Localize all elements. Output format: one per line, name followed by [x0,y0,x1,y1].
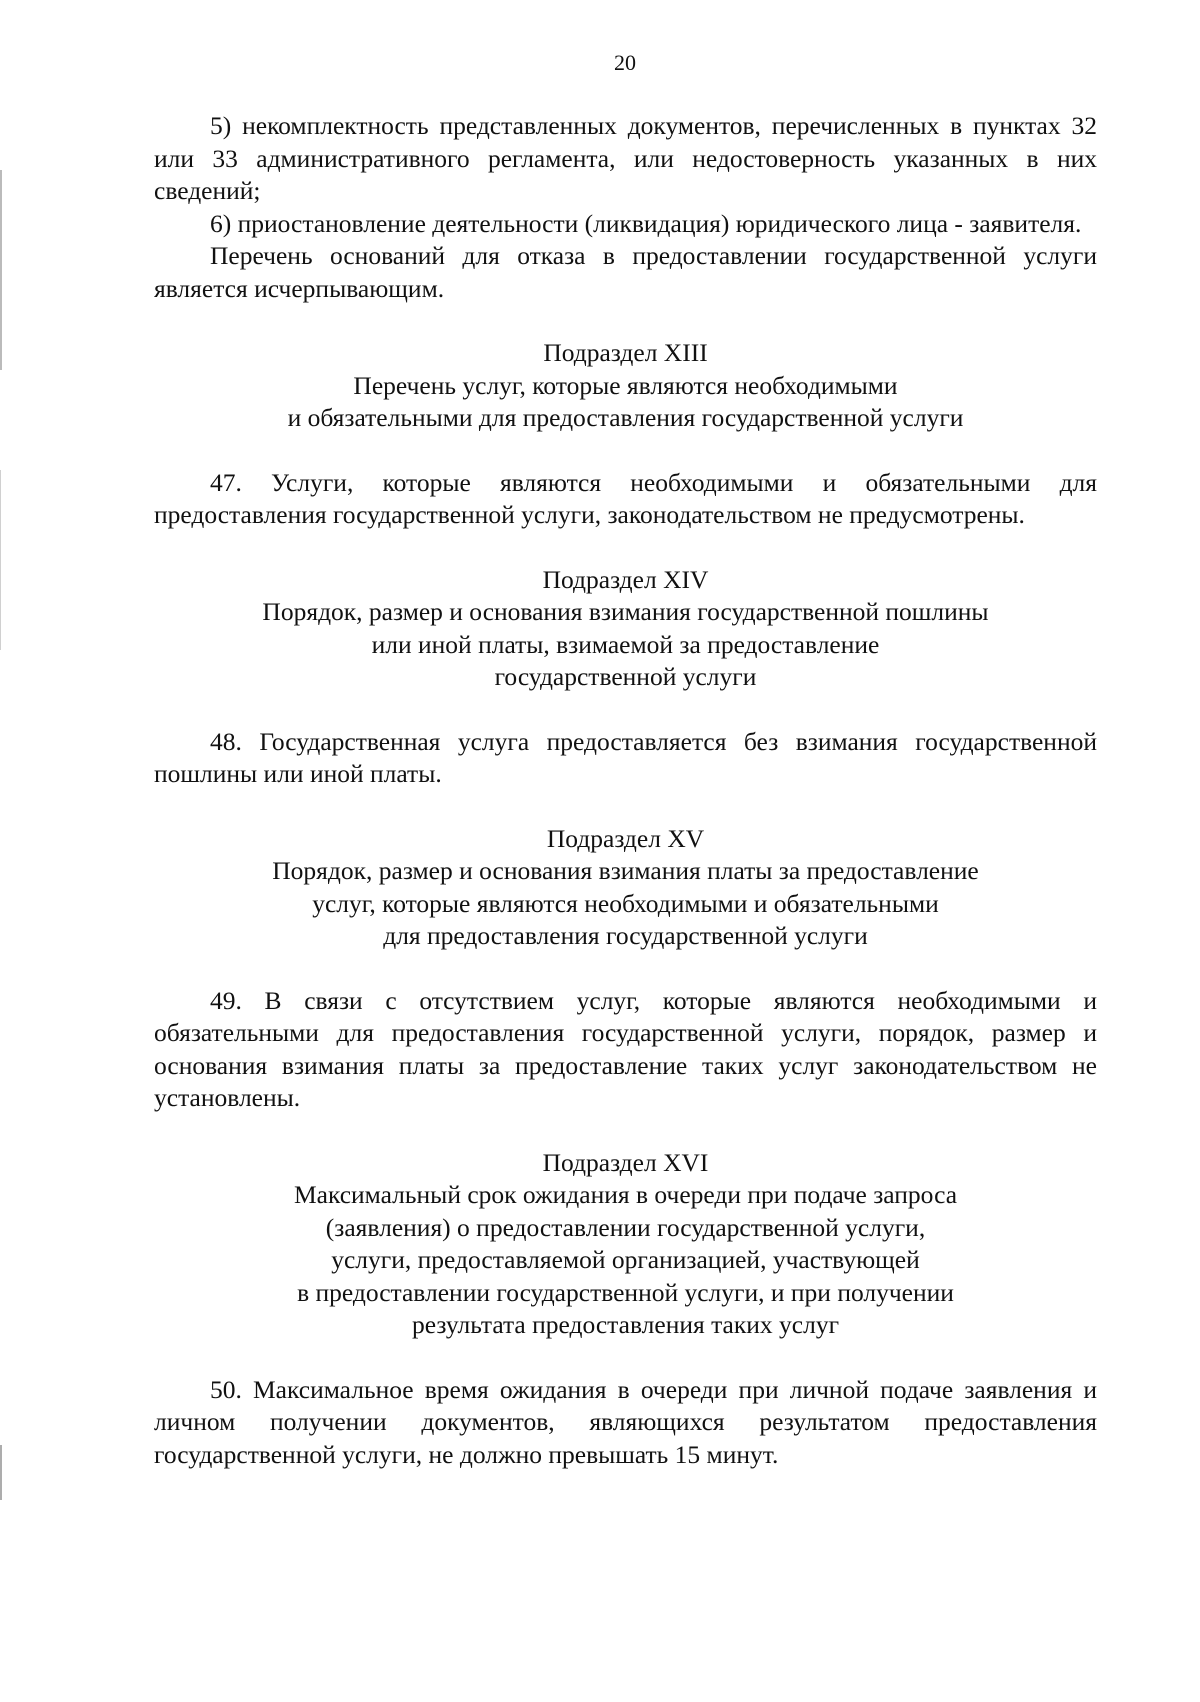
scan-edge-mark-middle [0,470,1,650]
subsection-xvi-line-1: Максимальный срок ожидания в очереди при подаче запроса [293,1180,958,1209]
section-gap [154,1342,1097,1374]
subsection-xv-line-1: Порядок, размер и основания взимания платы за предоставление [272,856,979,885]
scan-edge-mark-top [0,170,2,370]
subsection-xiv-line-1: Порядок, размер и основания взимания государственной пошлины [262,597,989,626]
subsection-xiv-line-2: или иной платы, взимаемой за предоставление [371,629,880,659]
subsection-xiv-line-3: государственной услуги [494,662,757,691]
section-gap [154,1115,1097,1147]
paragraph-49: 49. В связи с отсутствием услуг, которые являются необходимыми и обязательными для предоставления государственной услуги, порядок, размер и основания взимания платы за предоставление таких услуг законодательством не установлены. [154,985,1097,1112]
subsection-xiii-heading [154,337,1097,435]
page-number: 20 [614,50,636,75]
subsection-xv-line-3: для предоставления государственной услуги [383,921,868,950]
paragraph-48: 48. Государственная услуга предоставляется без взимания государственной пошлины или иной платы. [154,726,1097,788]
subsection-xvi-line-4: в предоставлении государственной услуги, и при получении [297,1277,954,1307]
paragraph-item-5: 5) некомплектность представленных документов, перечисленных в пунктах 32 или 33 административного регламента, или недостоверность указанных в них сведений; [154,111,1097,205]
section-gap [154,694,1097,726]
document-body [154,110,1097,1471]
subsection-xiv-heading [154,564,1097,694]
scan-edge-mark-bottom [0,1445,2,1500]
subsection-xiii-line-2: и обязательными для предоставления государственной услуги [287,403,964,432]
section-gap [154,791,1097,823]
subsection-xiii-line-1: Перечень услуг, которые являются необходимыми [353,370,898,400]
subsection-xvi-heading [154,1147,1097,1342]
section-gap [154,953,1097,985]
subsection-xiv-title: Подраздел XIV [542,564,709,594]
paragraph-47: 47. Услуги, которые являются необходимыми и обязательными для предоставления государственной услуги, законодательством не предусмотрены. [154,467,1097,529]
subsection-xvi-title: Подраздел XVI [542,1147,709,1177]
section-gap [154,532,1097,564]
paragraph-refusal-grounds: Перечень оснований для отказа в предоставлении государственной услуги является исчерпывающим. [154,241,1097,303]
subsection-xv-title: Подраздел XV [546,823,705,853]
subsection-xvi-line-5: результата предоставления таких услуг [411,1310,840,1339]
subsection-xvi-line-3: услуги, предоставляемой организацией, участвующей [331,1245,920,1274]
section-gap [154,305,1097,337]
section-gap [154,435,1097,467]
paragraph-item-6: 6) приостановление деятельности (ликвидация) юридического лица - заявителя. [210,208,1082,238]
paragraph-50: 50. Максимальное время ожидания в очереди при личной подаче заявления и личном получении документов, являющихся результатом предоставления государственной услуги, не должно превышать 15 минут. [154,1374,1097,1469]
subsection-xv-heading [154,823,1097,953]
subsection-xvi-line-2: (заявления) о предоставлении государственной услуги, [325,1212,926,1242]
subsection-xiii-title: Подраздел XIII [543,338,708,367]
subsection-xv-line-2: услуг, которые являются необходимыми и обязательными [312,888,939,918]
